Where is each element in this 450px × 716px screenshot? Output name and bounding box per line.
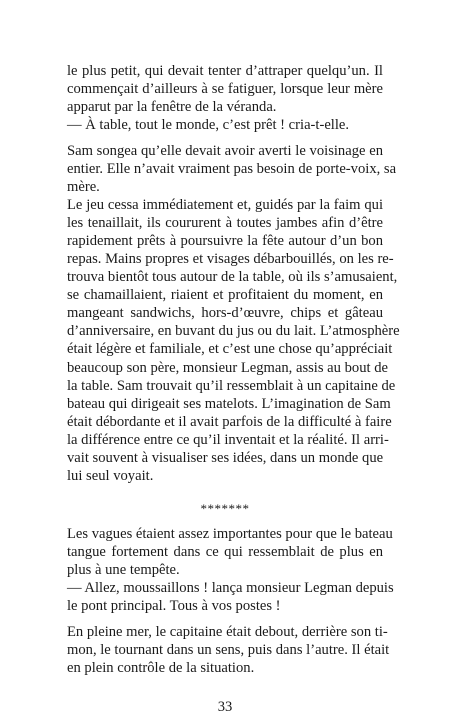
text-line: trouva bientôt tous autour de la table, où ils s’amusaient, (67, 269, 398, 286)
text-line: le plus petit, qui devait tenter d’attraper quelqu’un. Il (67, 63, 383, 79)
text-line: lui seul voyait. (67, 467, 154, 484)
text-line: Les vagues étaient assez importantes pour que le bateau (67, 525, 393, 542)
text-line: vait souvent à visualiser ses idées, dans un monde que (67, 449, 384, 466)
paragraph-4 (67, 623, 390, 677)
page-number: 33 (217, 698, 233, 715)
text-line: beaucoup son père, monsieur Legman, assis au bout de (67, 359, 388, 376)
text-line: en plein contrôle de la situation. (67, 659, 255, 676)
text-line: se chamaillaient, riaient et profitaient du moment, en (67, 287, 383, 304)
text-line: d’anniversaire, en buvant du jus ou du lait. L’atmosphère (67, 323, 400, 340)
text-line: les tenaillait, ils coururent à toutes jambes afin d’être (67, 215, 383, 232)
text-line: rapidement prêts à poursuivre la fête autour d’un bon (67, 233, 383, 250)
text-line: Sam songea qu’elle devait avoir averti le voisinage en (67, 143, 383, 160)
text-line: était légère et familiale, et c’est une chose qu’appréciait (67, 341, 393, 358)
text-line: En pleine mer, le capitaine était debout, derrière son ti- (67, 623, 388, 640)
text-line: — Allez, moussaillons ! lança monsieur Legman depuis (67, 579, 394, 596)
text-line: la différence entre ce qu’il inventait et la réalité. Il arri- (67, 431, 389, 448)
text-line: mangeant sandwichs, hors-d’œuvre, chips et gâteau (67, 305, 383, 322)
scene-separator: ******* (200, 500, 250, 516)
paragraph-2 (67, 142, 400, 485)
text-line: commençait d’ailleurs à se fatiguer, lorsque leur mère (67, 81, 383, 98)
text-line: entier. Elle n’avait vraiment pas besoin de porte-voix, sa (67, 161, 397, 178)
text-line: bateau qui dirigeait ses matelots. L’imagination de Sam (67, 395, 391, 412)
text-line: plus à une tempête. (67, 561, 180, 578)
text-line: — À table, tout le monde, c’est prêt ! cria-t-elle. (67, 117, 350, 134)
text-line: apparut par la fenêtre de la véranda. (67, 99, 277, 116)
text-line: le pont principal. Tous à vos postes ! (67, 597, 281, 614)
text-line: mère. (67, 179, 100, 196)
text-line: tangue fortement dans ce qui ressemblait de plus en (67, 543, 383, 560)
paragraph-1 (67, 62, 383, 134)
paragraph-3 (67, 525, 394, 615)
text-line: repas. Mains propres et visages débarbouillés, on les re- (67, 251, 394, 268)
text-line: la table. Sam trouvait qu’il ressemblait à un capitaine de (67, 377, 396, 394)
text-line: était débordante et il avait parfois de la difficulté à faire (67, 413, 392, 430)
text-line: mon, le tournant dans un sens, puis dans l’autre. Il était (67, 641, 390, 658)
text-line: Le jeu cessa immédiatement et, guidés par la faim qui (67, 197, 383, 214)
